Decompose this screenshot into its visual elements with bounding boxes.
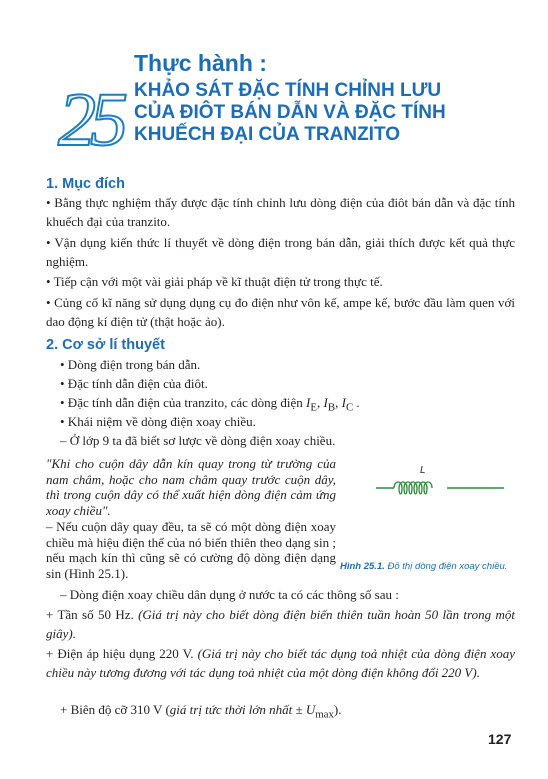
voltage-item: + Điện áp hiệu dụng 220 V. (Giá trị này cho biết tác dụng toả nhiệt của dòng điện xoay chiều này tương đương với tác dụng toả nhiệt của một dòng điện không đổi 220 V). [46, 646, 516, 680]
purpose-item: • Bằng thực nghiệm thấy được đặc tính chỉnh lưu dòng điện của điôt bán dẫn và đặc tính khuếch đại của tranzito. [46, 195, 515, 229]
figure-caption: Hình 25.1. Đồ thị dòng điện xoay chiều. [340, 561, 508, 572]
lesson-header [0, 0, 548, 160]
section-heading-purpose: 1. Mục đích [46, 176, 125, 192]
purpose-item: • Củng cố kĩ năng sử dụng dụng cụ đo điện như vôn kế, ampe kế, bước đầu làm quen với dao động kí điện tử (thật hoặc ảo). [46, 295, 515, 329]
lesson-title-line-1: KHẢO SÁT ĐẶC TÍNH CHỈNH LƯU [134, 80, 442, 101]
lesson-title-line-3: KHUẾCH ĐẠI CỦA TRANZITO [134, 124, 400, 145]
lesson-title-line-2: CỦA ĐIÔT BÁN DẪN VÀ ĐẶC TÍNH [134, 102, 446, 123]
params-intro: – Dòng điện xoay chiều dân dụng ở nước ta có các thông số sau : [60, 587, 399, 602]
rotation-paragraph: – Nếu cuộn dây quay đều, ta sẽ có một dòng điện xoay chiều mà hiệu điện thế của nó biến thiên theo dạng sin ; nếu mạch kín thì cũng sẽ có cường độ dòng điện dạng sin (Hình 25.1). [46, 519, 336, 581]
section-heading-theory: 2. Cơ sở lí thuyết [46, 337, 165, 353]
inductor-coil-diagram [376, 476, 506, 496]
lesson-number: 25 [58, 78, 122, 162]
purpose-item: • Tiếp cận với một vài giải pháp về kĩ thuật điện tử trong thực tế. [46, 274, 383, 289]
amplitude-item: + Biên độ cỡ 310 V (giá trị tức thời lớn nhất ± $U_{max}$). [60, 702, 342, 721]
theory-item-tranzito: • Đặc tính dẫn điện của tranzito, các dòng điện $I_E$, $I_B$, $I_C$ . [60, 395, 360, 414]
induction-quote: "Khi cho cuộn dây dẫn kín quay trong từ trường của nam châm, hoặc cho nam châm quay trước cuộn dây, thì trong cuộn dây có thể xuất hiện dòng điện cảm ứng xoay chiều". [46, 456, 336, 518]
lesson-kicker: Thực hành : [134, 50, 267, 76]
purpose-item: • Vận dụng kiến thức lí thuyết về dòng điện trong bán dẫn, giải thích được kết quả thực nghiệm. [46, 235, 515, 269]
theory-item: • Dòng điện trong bán dẫn. [60, 357, 201, 372]
theory-item: • Đặc tính dẫn điện của điôt. [60, 376, 208, 391]
page-number: 127 [488, 731, 512, 747]
theory-item: – Ở lớp 9 ta đã biết sơ lược về dòng điện xoay chiều. [60, 433, 336, 448]
theory-item: • Khái niệm về dòng điện xoay chiều. [60, 414, 256, 429]
coil-label: L [420, 465, 426, 476]
frequency-item: + Tần số 50 Hz. (Giá trị này cho biết dòng điện biến thiên tuần hoàn 50 lần trong một giây). [46, 607, 515, 641]
